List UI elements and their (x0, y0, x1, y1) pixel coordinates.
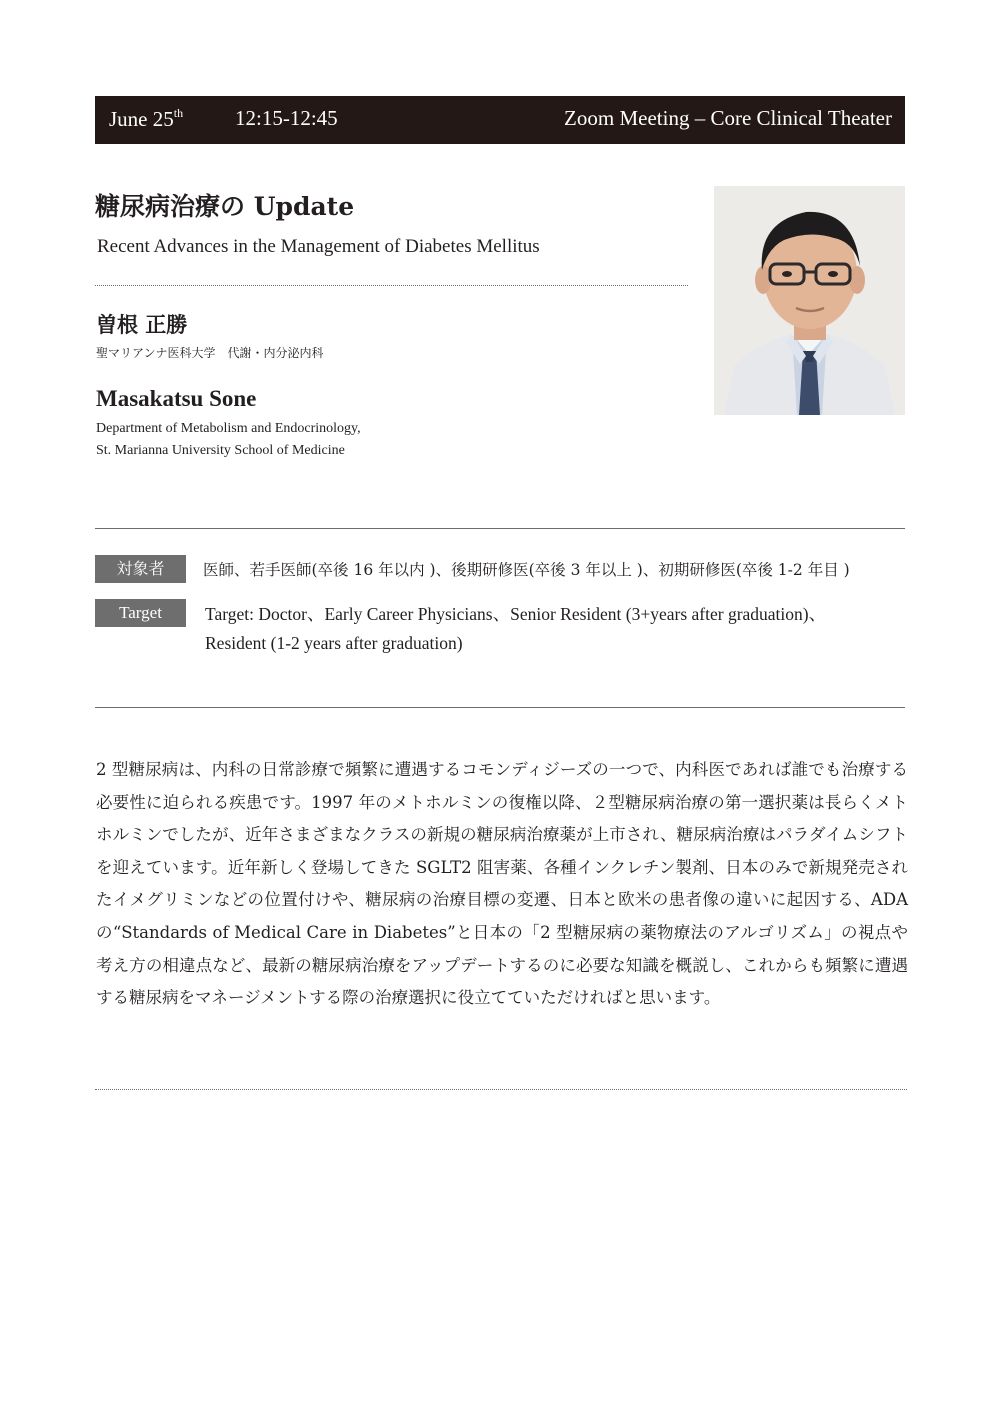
abstract-text: 2 型糖尿病は、内科の日常診療で頻繁に遭遇するコモンディジーズの一つで、内科医であれば誰でも治療する必要性に迫られる疾患です。1997 年のメトホルミンの復権以降、２型糖尿病治療の第一選択薬は長らくメトホルミンでしたが、近年さまざまなクラスの新規の糖尿病治療薬が上市され、糖尿病治療はパラダイムシフトを迎えています。近年新しく登場してきた SGLT2 阻害薬、各種インクレチン製剤、日本のみで新規発売されたイメグリミンなどの位置付けや、糖尿病の治療目標の変遷、日本と欧米の患者像の違いに起因する、ADA の“Standards of Medical Care in Diabetes”と日本の「2 型糖尿病の薬物療法のアルゴリズム」の視点や考え方の相違点など、最新の糖尿病治療をアップデートするのに必要な知識を概説し、これからも頻繁に遭遇する糖尿病をマネージメントする際の治療選択に役立てていただければと思います。 (96, 760, 908, 1008)
target-label-ja: 対象者 (95, 555, 186, 583)
lecture-title-en: Recent Advances in the Management of Diabetes Mellitus (97, 236, 540, 257)
target-text-en: Target: Doctor、Early Career Physicians、Senior Resident (3+years after graduation)、Resident (1-2 years after graduation) (205, 604, 827, 653)
session-venue: Zoom Meeting – Core Clinical Theater (564, 106, 892, 130)
speaker-affiliation-en (96, 418, 361, 462)
session-header (95, 96, 905, 144)
session-date: June 25th (109, 106, 184, 131)
title-divider (95, 285, 688, 286)
affiliation-en-line-1: Department of Metabolism and Endocrinology, (96, 421, 361, 436)
target-section-bottom-rule (95, 707, 905, 708)
target-section-top-rule (95, 528, 905, 529)
footer-divider (95, 1089, 907, 1090)
speaker-name-en: Masakatsu Sone (96, 386, 257, 411)
lecture-title-ja: 糖尿病治療の Update (95, 192, 355, 221)
target-text-ja: 医師、若手医師(卒後 16 年以内 )、後期研修医(卒後 3 年以上 )、初期研修医(卒後 1-2 年目 ) (203, 561, 850, 579)
target-label-en: Target (95, 599, 186, 627)
affiliation-en-line-2: St. Marianna University School of Medicine (96, 443, 345, 458)
speaker-photo (714, 186, 905, 415)
speaker-affiliation-ja: 聖マリアンナ医科大学 代謝・内分泌内科 (96, 346, 324, 360)
session-time: 12:15-12:45 (235, 106, 338, 130)
speaker-name-ja: 曽根 正勝 (96, 312, 188, 337)
date-ordinal-suffix: th (173, 106, 184, 120)
